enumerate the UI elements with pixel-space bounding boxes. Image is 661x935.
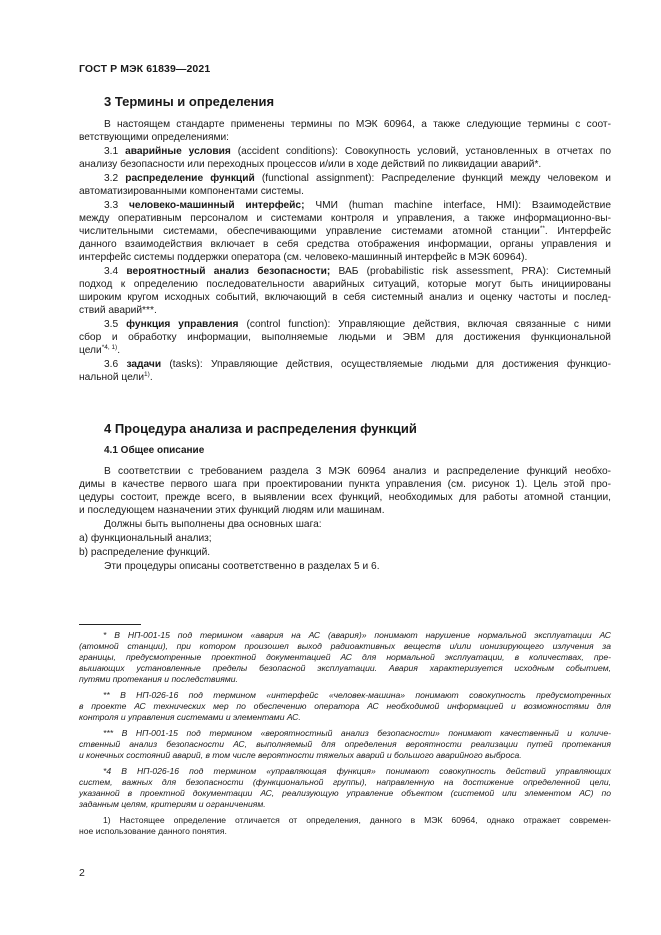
footnote-5-line-2: ное использование данного понятия. xyxy=(79,826,227,836)
term-3-4-line-3: широким кругом исходных событий, включающий в себя системный анализ и оценку частоты и послед- xyxy=(79,292,611,303)
standard-header: ГОСТ Р МЭК 61839—2021 xyxy=(79,63,211,75)
term-3-1-name: аварийные условия xyxy=(125,146,231,157)
term-3-4: 3.4 вероятностный анализ безопасности; ВАБ (probabilistic risk assessment, PRA): Системный xyxy=(104,266,611,277)
s4-list-b: b) распределение функций. xyxy=(79,547,211,558)
section-4-1-title: 4.1 Общее описание xyxy=(104,445,205,456)
section-3-title: 3 Термины и определения xyxy=(104,94,275,109)
s4-p2: Должны быть выполнены два основных шага: xyxy=(104,519,322,530)
term-3-5: 3.5 функция управления (control function): Управляющие действия, включая связанные с ними xyxy=(104,319,611,330)
term-3-6-line-2: нальной цели$^{1)}$. xyxy=(79,371,153,383)
term-3-3-line-4: данного взаимодействия включает в себя средства отображения информации, органы управления и xyxy=(79,239,611,250)
footnote-1-line-3: границы, предусмотренные проектной документацией АС для нормальной эксплуатации, в количествах, пре- xyxy=(79,652,611,662)
footnote-4-line-2: систем, важных для безопасности (функциональной группы), направленную на достижение определенной цели, xyxy=(79,777,611,787)
s4-p3: Эти процедуры описаны соответственно в разделах 5 и 6. xyxy=(104,561,380,572)
s4-p1-line-1: В соответствии с требованием раздела 3 МЭК 60964 анализ и распределение функций необхо- xyxy=(104,466,611,477)
term-3-3: 3.3 человеко-машинный интерфейс; ЧМИ (human machine interface, HMI): Взаимодействие xyxy=(104,200,612,211)
footnote-1-line-2: (атомной станции), при котором произошел выход радиоактивных веществ и/или ионизирующего излучения за xyxy=(79,641,611,651)
term-3-3-line-5: интерфейс системы поддержки оператора (см. человеко-машинный интерфейс в МЭК 60964). xyxy=(79,252,528,263)
s4-list-a: a) функциональный анализ; xyxy=(79,533,212,544)
intro-line-2: ветствующими определениями: xyxy=(79,132,229,143)
term-3-6: 3.6 задачи (tasks): Управляющие действия, осуществляемые людьми для достижения функцио- xyxy=(104,359,611,370)
footnote-2-line-2: в проекте АС технических мер по обеспечению оператора АС необходимой информацией и возможностями для xyxy=(79,701,611,711)
footnote-3-line-2: ственный анализ безопасности АС, выполняемый для определения вероятности реализации путей протекания xyxy=(79,739,611,749)
term-3-1: 3.1 аварийные условия (accident conditions): Совокупность условий, установленных в отчетах по xyxy=(104,146,611,157)
term-3-4-line-2: подход к определению последовательности аварийных ситуаций, которые могут быть инициированы xyxy=(79,279,611,290)
footnote-3-line-3: и конечных состояний аварий, в том числе вероятности тяжелых аварий и большого аварийного выброса. xyxy=(79,750,522,760)
s4-p1-line-2: димы в качестве первого шага при проектировании пункта управления (см. рисунок 1). Цель этой про- xyxy=(79,479,611,490)
term-3-2-name: распределение функций xyxy=(125,173,255,184)
section-4-title: 4 Процедура анализа и распределения функций xyxy=(104,421,417,436)
footnote-5-line-1: 1) Настоящее определение отличается от определения, данного в МЭК 60964, однако отражает современ- xyxy=(103,815,611,825)
footnote-2-line-1: ** В НП-026-16 под термином «интерфейс «человек-машина» понимают совокупность предусмотренных xyxy=(103,690,611,700)
footnote-1-line-1: * В НП-001-15 под термином «авария на АС (авария)» понимают нарушение нормальной эксплуатации АС xyxy=(103,630,611,640)
footnote-1-line-4: вышающих установленные пределы безопасной эксплуатации. Авария характеризуется исходным событием, xyxy=(79,663,611,673)
term-3-3-name: человеко-машинный интерфейс; xyxy=(129,200,305,211)
intro-line-1: В настоящем стандарте применены термины по МЭК 60964, а также следующие термины с соот- xyxy=(104,119,611,130)
term-3-3-line-2: между оперативным персоналом и системами контроля и управления, а также информационно-вы- xyxy=(79,213,611,224)
footnote-4-line-3: указанной в проектной документации АС, реализующую управление объектом (системой или элементом АС) по xyxy=(79,788,611,798)
term-3-5-name: функция управления xyxy=(126,319,239,330)
footnote-4-line-1: *4 В НП-026-16 под термином «управляющая функция» понимают совокупность действий управляющих xyxy=(103,766,611,776)
term-3-2: 3.2 распределение функций (functional assignment): Распределение функций между человеком и xyxy=(104,173,611,184)
footnote-2-line-3: контроля и управления системами и элементами АС. xyxy=(79,712,301,722)
footnote-1-line-5: путями протекания и последствиями. xyxy=(79,674,238,684)
page-number: 2 xyxy=(79,867,85,879)
term-3-4-line-4: ствий аварий***. xyxy=(79,305,157,316)
term-3-5-line-3: цели$^{*4, 1)}$. xyxy=(79,344,121,356)
term-3-5-line-2: сбор и обработку информации, выполняемые людьми и ЭВМ для достижения функциональной xyxy=(79,332,611,343)
footnote-3-line-1: *** В НП-001-15 под термином «вероятностный анализ безопасности» понимают качественный и количе- xyxy=(103,728,611,738)
s4-p1-line-3: цедуры состоит, прежде всего, в выявлении всех функций, необходимых для работы атомной станции, xyxy=(79,492,611,503)
term-3-6-name: задачи xyxy=(126,359,162,370)
footnote-separator xyxy=(79,624,141,625)
footnote-4-line-4: заданным целям, критериям и ограничениям. xyxy=(79,799,266,809)
term-3-1-line-2: анализу безопасности или переходных процессов и/или в ходе действий по ликвидации аварий*. xyxy=(79,159,542,170)
term-3-2-line-2: автоматизированными компонентами системы. xyxy=(79,186,304,197)
term-3-4-name: вероятностный анализ безопасности; xyxy=(126,266,331,277)
s4-p1-line-4: и последующем назначении этих функций людям или машинам. xyxy=(79,505,385,516)
term-3-3-line-3: числительными системами, обеспечивающими управление системами атомной станции**. Интерфейс xyxy=(79,225,612,237)
